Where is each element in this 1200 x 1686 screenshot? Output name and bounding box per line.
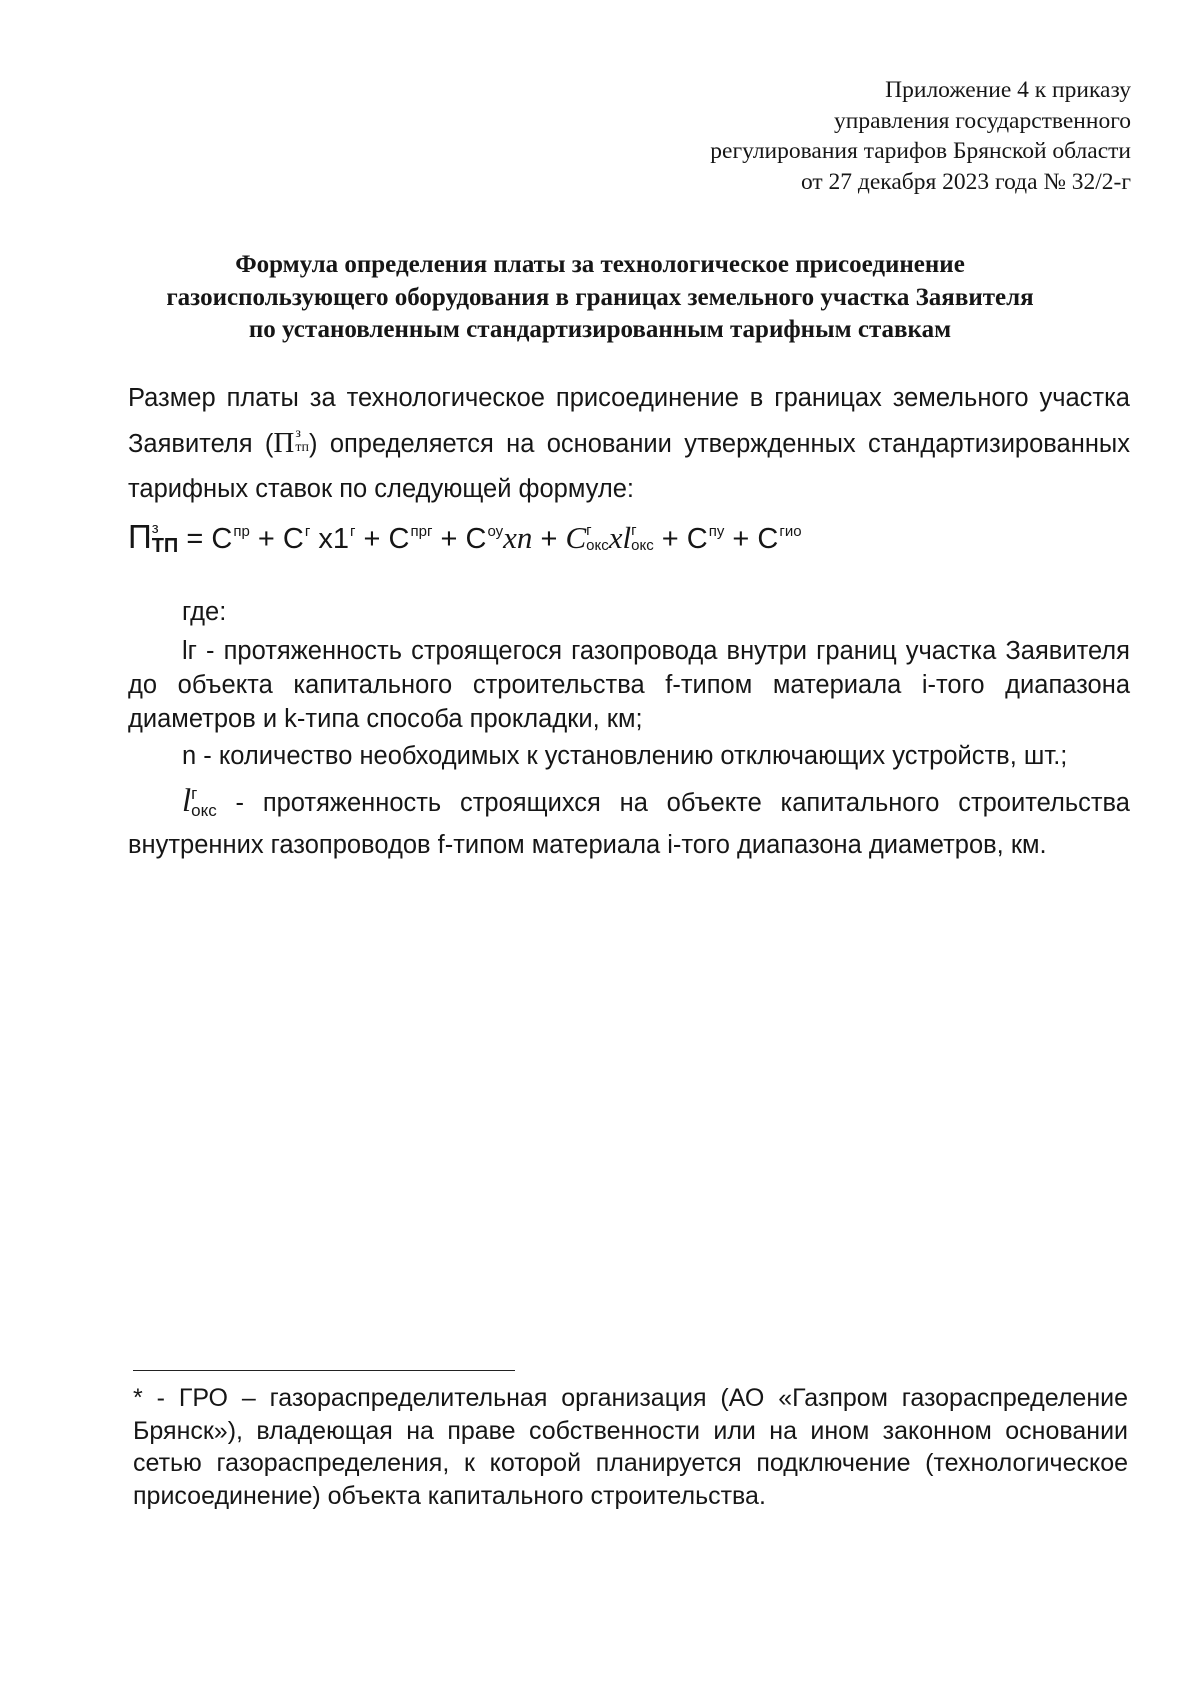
formula-sup: г bbox=[350, 523, 356, 540]
fee-symbol-sub: тп bbox=[295, 440, 309, 456]
intro-line: тарифных ставок по следующей формуле: bbox=[128, 475, 635, 503]
intro-text: Заявителя ( bbox=[128, 430, 274, 458]
formula-sup: пр bbox=[233, 523, 250, 540]
fee-symbol bbox=[273, 421, 309, 466]
footnote-line: сетью газораспределения, к которой планируется подключение (технологическое bbox=[133, 1449, 1128, 1477]
loks-symbol: l bbox=[182, 783, 192, 819]
formula-x: x bbox=[608, 520, 623, 555]
intro-line: Размер платы за технологическое присоединение в границах земельного участка bbox=[128, 384, 1130, 412]
formula-sup: г bbox=[631, 522, 637, 540]
formula-sup: гио bbox=[779, 523, 802, 540]
fee-formula bbox=[128, 518, 1028, 578]
footnote bbox=[133, 1382, 1128, 1512]
formula-sup: г bbox=[586, 522, 592, 540]
formula-plus: + bbox=[661, 523, 679, 555]
formula-sup: г bbox=[304, 523, 311, 540]
formula-lhs-indices bbox=[152, 521, 179, 556]
definition-loks-line: внутренних газопроводов f-типом материала i-того диапазона диаметров, км. bbox=[128, 831, 1047, 859]
definition-loks-line bbox=[128, 776, 1130, 828]
intro-paragraph bbox=[128, 376, 1130, 512]
definition-lg-line: до объекта капитального строительства f-типом материала i-того диапазона bbox=[128, 671, 1130, 699]
footnote-separator bbox=[133, 1370, 515, 1371]
formula-c: С bbox=[686, 523, 708, 555]
formula-plus: + bbox=[257, 523, 275, 555]
title-line: Формула определения платы за технологическое присоединение bbox=[235, 251, 965, 278]
formula-lhs bbox=[128, 518, 178, 558]
loks-sub: окс bbox=[191, 801, 217, 821]
definition-n-line: n - количество необходимых к установлению отключающих устройств, шт.; bbox=[182, 742, 1068, 770]
formula-indices bbox=[586, 523, 609, 553]
formula-l: l bbox=[622, 520, 632, 555]
formula-lhs-letter: П bbox=[128, 518, 152, 555]
intro-text: ) определяется на основании утвержденных стандартизированных bbox=[309, 430, 1130, 458]
fee-symbol-sup: з bbox=[295, 426, 301, 442]
intro-line bbox=[128, 421, 1130, 467]
formula-sub: окс bbox=[586, 537, 609, 555]
formula-sup: оу bbox=[487, 523, 504, 540]
definition-lg-line: lг - протяженность строящегося газопровода внутри границ участка Заявителя bbox=[182, 637, 1130, 665]
formula-eq: = bbox=[186, 523, 204, 555]
appendix-header bbox=[531, 75, 1131, 197]
formula-sup: прг bbox=[410, 523, 433, 540]
appendix-line: от 27 декабря 2023 года № 32/2-г bbox=[800, 168, 1131, 195]
title-line: по установленным стандартизированным тарифным ставкам bbox=[248, 316, 952, 343]
formula-c: С bbox=[282, 523, 304, 555]
formula-plus: + bbox=[732, 523, 750, 555]
formula-xn: xn bbox=[503, 520, 533, 555]
formula-indices bbox=[631, 523, 654, 553]
formula-c: С bbox=[211, 523, 233, 555]
definition-lg-line: диаметров и k-типа способа прокладки, км; bbox=[128, 705, 643, 733]
formula-c-italic: С bbox=[565, 520, 587, 555]
formula-lhs-sup: з bbox=[151, 519, 159, 537]
formula-sub: окс bbox=[631, 537, 654, 555]
formula-c: С bbox=[757, 523, 779, 555]
loks-sup: г bbox=[191, 784, 198, 804]
title-line: газоиспользующего оборудования в границах земельного участка Заявителя bbox=[166, 283, 1034, 311]
formula-lhs-sub: ТП bbox=[151, 534, 179, 557]
footnote-line: присоединение) объекта капитального строительства. bbox=[133, 1481, 766, 1510]
document-title bbox=[110, 249, 1090, 347]
formula-plus: + bbox=[540, 523, 558, 555]
formula-c: С bbox=[388, 523, 410, 555]
appendix-line: управления государственного bbox=[834, 107, 1131, 134]
definitions-block bbox=[128, 590, 1130, 862]
formula-plus: + bbox=[363, 523, 381, 555]
formula-sup: пу bbox=[708, 523, 725, 540]
formula-plus: + bbox=[440, 523, 458, 555]
appendix-line: Приложение 4 к приказу bbox=[885, 77, 1131, 103]
definitions-intro: где: bbox=[182, 598, 227, 626]
footnote-line: Брянск»), владеющая на праве собственности или на ином законном основании bbox=[133, 1416, 1128, 1445]
loks-text: - протяженность строящихся на объекте капитального строительства bbox=[216, 789, 1130, 817]
fee-symbol-letter: П bbox=[273, 427, 295, 459]
loks-indices bbox=[191, 785, 217, 819]
appendix-line: регулирования тарифов Брянской области bbox=[710, 138, 1131, 164]
fee-symbol-indices bbox=[295, 427, 309, 455]
footnote-line: * - ГРО – газораспределительная организация (АО «Газпром газораспределение bbox=[133, 1384, 1128, 1412]
formula-c: С bbox=[465, 523, 487, 555]
formula-x1: x1 bbox=[318, 523, 349, 555]
